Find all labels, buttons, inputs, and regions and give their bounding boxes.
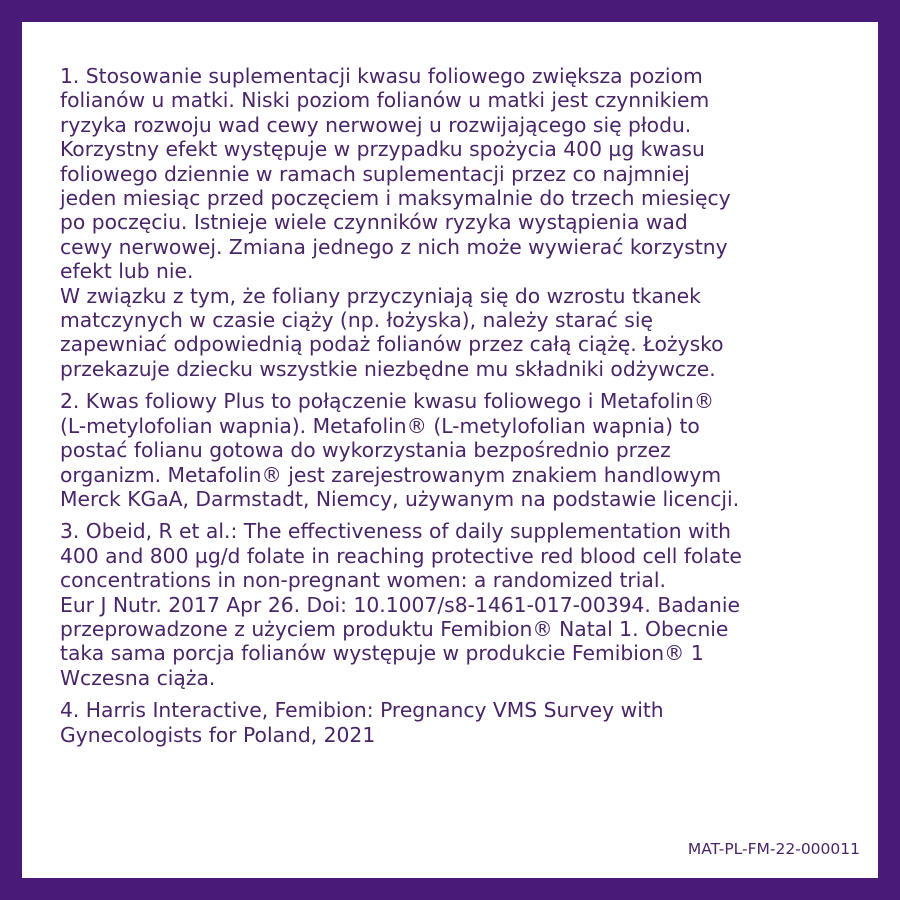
footnotes [60, 64, 860, 747]
footnote-2: 2. Kwas foliowy Plus to połączenie kwasu foliowego i Metafolin® (L-metylofolian wapnia). Metafolin® (L-metylofolian wapnia) to postać folianu gotowa do wykorzystania bezpośrednio przez organizm. Metafolin® jest zarejestrowanym znakiem handlowym Merck KGaA, Darmstadt, Niemcy, używanym na podstawie licencji. [60, 389, 740, 511]
footnote-3: 3. Obeid, R et al.: The effectiveness of daily supplementation with 400 and 800 µg/d folate in reaching protective red blood cell folate concentrations in non-pregnant women: a randomized trial. Eur J Nutr. 2017 Apr 26. Doi: 10.1007/s8-1461-017-00394. Badanie przeprowadzone z użyciem produktu Femibion® Natal 1. Obecnie taka sama porcja folianów występuje w produkcie Femibion® 1 Wczesna ciąża. [60, 519, 742, 690]
footnote-4: 4. Harris Interactive, Femibion: Pregnancy VMS Survey with Gynecologists for Poland, 2021 [60, 698, 664, 747]
footnote-1-continued: W związku z tym, że foliany przyczyniają się do wzrostu tkanek matczynych w czasie ciąży (np. łożyska), należy starać się zapewniać odpowiednią podaż folianów przez całą ciążę. Łożysko przekazuje dziecku wszystkie niezbędne mu składniki odżywcze. [60, 283, 724, 381]
footnote-1: 1. Stosowanie suplementacji kwasu foliowego zwiększa poziom folianów u matki. Niski poziom folianów u matki jest czynnikiem ryzyka rozwoju wad cewy nerwowej u rozwijającego się płodu. Korzystny efekt występuje w przypadku spożycia 400 µg kwasu foliowego dziennie w ramach suplementacji przez co najmniej jeden miesiąc przed poczęciem i maksymalnie do trzech miesięcy po poczęciu. Istnieje wiele czynników ryzyka wystąpienia wad cewy nerwowej. Zmiana jednego z nich może wywierać korzystny efekt lub nie. [60, 64, 731, 284]
document-code: MAT-PL-FM-22-000011 [687, 840, 860, 858]
document-frame [22, 22, 878, 878]
